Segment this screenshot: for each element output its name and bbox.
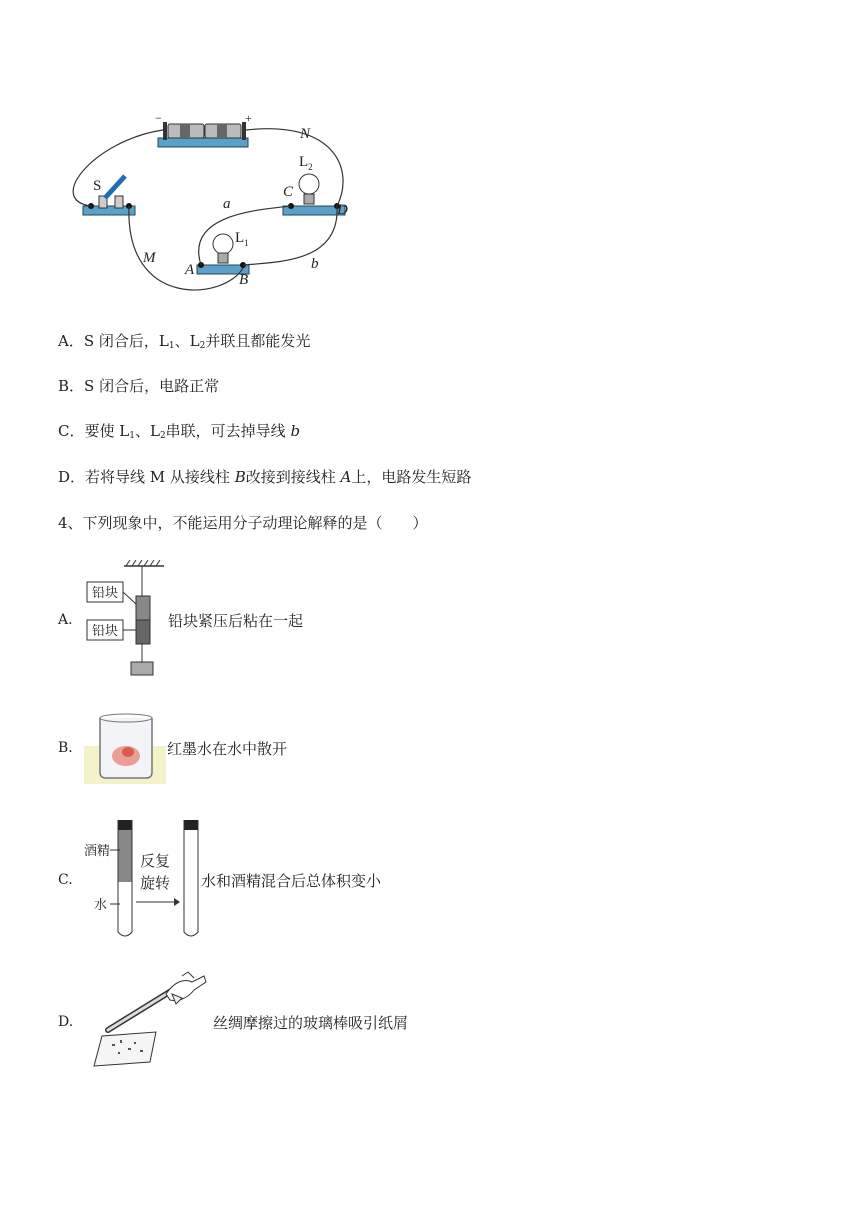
label-plus: +: [245, 111, 252, 125]
lead-tag-1: 铅块: [92, 586, 119, 601]
label-S: S: [93, 178, 102, 194]
label-B: B: [239, 272, 249, 288]
label-b: b: [311, 256, 319, 272]
lead-tag-2: 铅块: [92, 624, 119, 639]
q4-option-d-label: D.: [58, 1014, 74, 1030]
label-minus: −: [155, 111, 162, 125]
q4-option-c-text: 水和酒精混合后总体积变小: [201, 872, 382, 890]
label-L2: $L_2$: [299, 154, 313, 172]
q3-option-d: D．若将导线 M 从接线柱 B改接到接线柱 A上，电路发生短路: [58, 468, 472, 486]
q3-option-a: A．S 闭合后，$L_1$、$L_2$并联且都能发光: [58, 332, 311, 351]
label-a: a: [223, 196, 231, 212]
test-tubes-figure: [84, 818, 204, 942]
q4-option-a-label: A.: [58, 612, 73, 628]
lead-blocks-figure: [84, 560, 174, 680]
label-C: C: [283, 184, 294, 200]
q4-option-a-text: 铅块紧压后粘在一起: [168, 612, 304, 630]
wire-N: [246, 129, 343, 206]
label-N: N: [300, 126, 311, 142]
wire-a: [199, 206, 291, 265]
label-L1: $L_1$: [235, 230, 249, 248]
label-alcohol: 酒精: [84, 844, 111, 859]
label-rotate: 旋转: [140, 874, 171, 892]
bulb-l2-icon: [288, 174, 340, 209]
label-M: M: [143, 250, 156, 266]
battery-base: [158, 138, 248, 147]
q4-option-b-text: 红墨水在水中散开: [167, 740, 288, 758]
label-repeat: 反复: [140, 852, 171, 870]
q4-stem: 4、下列现象中，不能运用分子动理论解释的是（ ）: [58, 514, 428, 532]
q4-option-d-text: 丝绸摩擦过的玻璃棒吸引纸屑: [213, 1014, 409, 1032]
label-water: 水: [94, 898, 108, 913]
q4-option-c-label: C.: [58, 872, 73, 888]
wire-battery-switch: [73, 130, 163, 206]
q3-option-c: C．要使 $L_1$、$L_2$串联，可去掉导线 b: [58, 422, 301, 441]
circuit-diagram: [55, 110, 365, 300]
label-D: D: [337, 202, 348, 218]
glass-rod-figure: [84, 968, 214, 1072]
q3-option-b: B．S 闭合后，电路正常: [58, 377, 220, 395]
label-A: A: [185, 262, 195, 278]
q4-option-b-label: B.: [58, 740, 73, 756]
battery-icon: [163, 122, 246, 140]
beaker-figure: [84, 712, 166, 784]
